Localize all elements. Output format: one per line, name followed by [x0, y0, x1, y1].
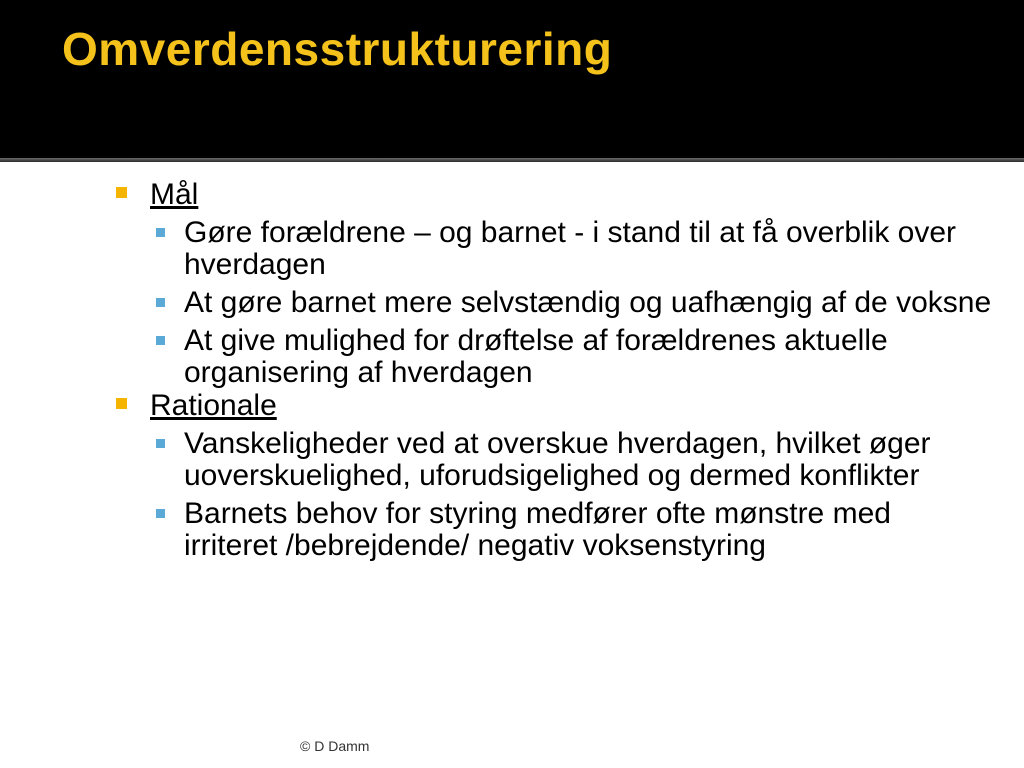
list-item-text: At gøre barnet mere selvstændig og uafhængig af de voksne — [184, 286, 992, 319]
section-heading-maal — [112, 178, 992, 211]
list-item — [112, 217, 992, 281]
square-bullet-icon — [116, 398, 127, 409]
list-item — [112, 287, 992, 319]
square-bullet-icon — [156, 336, 165, 345]
section-heading-label: Rationale — [150, 389, 277, 422]
title-bar — [0, 0, 1024, 158]
list-item-text: At give mulighed for drøftelse af forældrenes aktuelle organisering af hverdagen — [184, 324, 888, 389]
section-heading-label: Mål — [150, 178, 199, 211]
square-bullet-icon — [156, 509, 165, 518]
list-item — [112, 498, 992, 562]
bullet-list — [112, 178, 992, 562]
content-area — [0, 162, 1024, 768]
slide-title: Omverdensstrukturering — [62, 23, 613, 75]
list-item-text: Vanskeligheder ved at overskue hverdagen, hvilket øger uoverskuelighed, uforudsigelighed og dermed konflikter — [184, 427, 931, 492]
copyright-footer: © D Damm — [300, 738, 370, 754]
list-item-text: Gøre forældrene – og barnet - i stand til at få overblik over hverdagen — [184, 216, 957, 281]
list-item — [112, 428, 992, 492]
square-bullet-icon — [156, 228, 165, 237]
square-bullet-icon — [156, 439, 165, 448]
list-item — [112, 325, 992, 389]
square-bullet-icon — [116, 187, 127, 198]
list-item-text: Barnets behov for styring medfører ofte mønstre med irriteret /bebrejdende/ negativ voksenstyring — [184, 497, 891, 562]
section-heading-rationale — [112, 389, 992, 422]
square-bullet-icon — [156, 298, 165, 307]
